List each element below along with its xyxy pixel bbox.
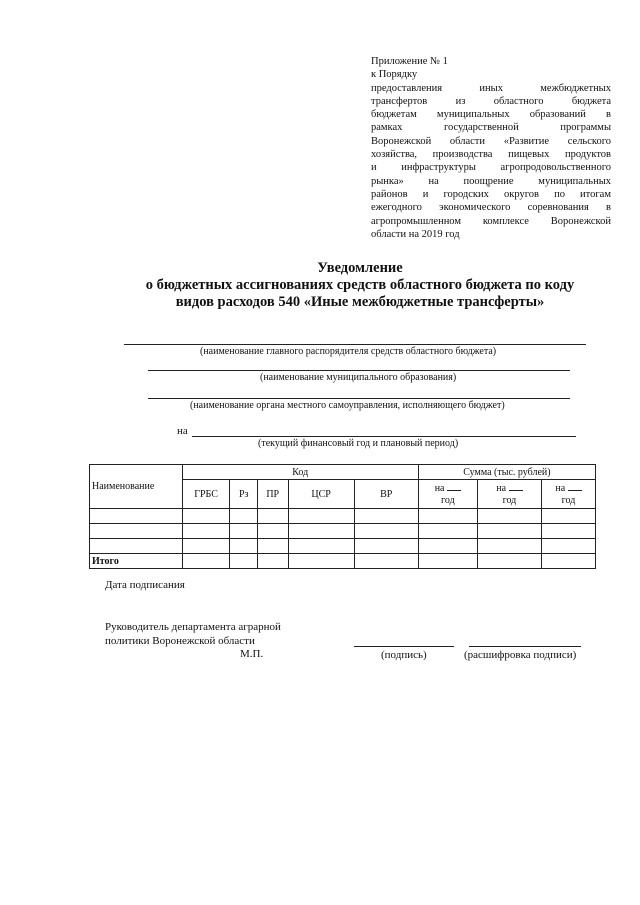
table-cell[interactable] — [418, 539, 477, 554]
signature-decode-caption: (расшифровка подписи) — [464, 649, 577, 661]
header-rz: Рз — [230, 480, 257, 509]
table-cell[interactable] — [288, 554, 354, 569]
table-cell[interactable] — [257, 539, 288, 554]
appendix-line: предоставления иных межбюджетных — [371, 82, 611, 94]
table-total-row — [90, 554, 596, 569]
na-label: на — [177, 425, 188, 437]
table-cell[interactable] — [542, 539, 596, 554]
table-cell[interactable] — [354, 524, 418, 539]
document-title — [120, 260, 600, 311]
year-prefix: на — [496, 483, 507, 494]
table-cell[interactable] — [354, 554, 418, 569]
period-caption: (текущий финансовый год и плановый период) — [258, 438, 459, 449]
table-cell[interactable] — [182, 539, 230, 554]
title-line-1: Уведомление — [317, 260, 403, 276]
signature-line[interactable] — [354, 646, 454, 647]
table-cell[interactable] — [230, 524, 257, 539]
table-cell[interactable] — [90, 539, 183, 554]
table-cell[interactable] — [418, 524, 477, 539]
appendix-line: ежегодного экономического соревнования в — [371, 202, 611, 214]
appendix-line: районов и городских округов по итогам — [371, 188, 611, 200]
table-cell[interactable] — [90, 524, 183, 539]
municipality-fill-line[interactable] — [148, 370, 570, 371]
signer-line-2: политики Воронежской области — [105, 635, 255, 647]
header-code: Код — [182, 465, 418, 480]
table-cell[interactable] — [90, 509, 183, 524]
year-prefix: на — [555, 483, 566, 494]
header-pr: ПР — [257, 480, 288, 509]
table-cell[interactable] — [288, 524, 354, 539]
table-cell[interactable] — [542, 554, 596, 569]
header-year-3 — [542, 480, 596, 509]
table-cell[interactable] — [354, 539, 418, 554]
signer-block — [105, 620, 281, 648]
signing-date-label: Дата подписания — [105, 579, 185, 591]
stamp-place-label: М.П. — [240, 648, 264, 660]
table-row — [90, 524, 596, 539]
table-cell[interactable] — [418, 509, 477, 524]
table-cell[interactable] — [477, 554, 541, 569]
header-csr: ЦСР — [288, 480, 354, 509]
title-line-2: о бюджетных ассигнованиях средств областного бюджета по коду — [145, 277, 575, 293]
table-cell[interactable] — [477, 509, 541, 524]
appendix-line: агропромышленном комплексе Воронежской — [371, 215, 611, 227]
total-label: Итого — [90, 554, 183, 569]
table-cell[interactable] — [354, 509, 418, 524]
table-cell[interactable] — [542, 509, 596, 524]
header-grbs: ГРБС — [182, 480, 230, 509]
municipality-caption: (наименование муниципального образования) — [260, 372, 457, 383]
appendix-line: бюджетам муниципальных образований в — [371, 109, 611, 121]
table-cell[interactable] — [182, 509, 230, 524]
table-cell[interactable] — [418, 554, 477, 569]
table-cell[interactable] — [288, 509, 354, 524]
appendix-line: рынка» на поощрение муниципальных — [371, 175, 611, 187]
appendix-line: к Порядку — [371, 69, 418, 81]
local-gov-fill-line[interactable] — [148, 398, 570, 399]
header-year-2 — [477, 480, 541, 509]
header-sum: Сумма (тыс. рублей) — [418, 465, 595, 480]
year-suffix: год — [441, 495, 455, 506]
header-name: Наименование — [90, 465, 183, 509]
year-prefix: на — [434, 483, 445, 494]
table-cell[interactable] — [182, 524, 230, 539]
appendix-line: Воронежской области «Развитие сельского — [371, 135, 611, 147]
appendix-line: области на 2019 год — [371, 228, 460, 240]
appendix-line: трансфертов из областного бюджета — [371, 95, 611, 107]
grbs-caption: (наименование главного распорядителя средств областного бюджета) — [200, 346, 497, 357]
appendix-line: хозяйства, производства пищевых продуктов — [371, 149, 611, 161]
table-cell[interactable] — [477, 524, 541, 539]
grbs-fill-line[interactable] — [124, 344, 586, 345]
title-line-3: видов расходов 540 «Иные межбюджетные трансферты» — [175, 294, 545, 310]
budget-table — [89, 464, 596, 569]
header-vr: ВР — [354, 480, 418, 509]
table-cell[interactable] — [257, 554, 288, 569]
table-cell[interactable] — [182, 554, 230, 569]
appendix-line: Приложение № 1 — [371, 56, 448, 67]
table-row — [90, 509, 596, 524]
table-cell[interactable] — [542, 524, 596, 539]
signature-caption: (подпись) — [381, 649, 427, 661]
year-suffix: год — [561, 495, 576, 506]
signature-decode-line[interactable] — [469, 646, 581, 647]
table-cell[interactable] — [288, 539, 354, 554]
signer-line-1: Руководитель департамента аграрной — [105, 621, 281, 633]
table-cell[interactable] — [257, 509, 288, 524]
appendix-line: рамках государственной программы — [371, 122, 611, 134]
year-suffix: год — [502, 495, 517, 506]
table-row — [90, 539, 596, 554]
table-cell[interactable] — [230, 509, 257, 524]
appendix-block — [371, 55, 611, 241]
local-gov-caption: (наименование органа местного самоуправления, исполняющего бюджет) — [190, 400, 505, 411]
table-cell[interactable] — [477, 539, 541, 554]
table-cell[interactable] — [230, 539, 257, 554]
table-cell[interactable] — [257, 524, 288, 539]
appendix-line: и инфраструктуры агропродовольственного — [371, 162, 611, 174]
period-fill-line[interactable] — [192, 436, 576, 437]
table-cell[interactable] — [230, 554, 257, 569]
table-header-row — [90, 465, 596, 480]
header-year-1 — [418, 480, 477, 509]
